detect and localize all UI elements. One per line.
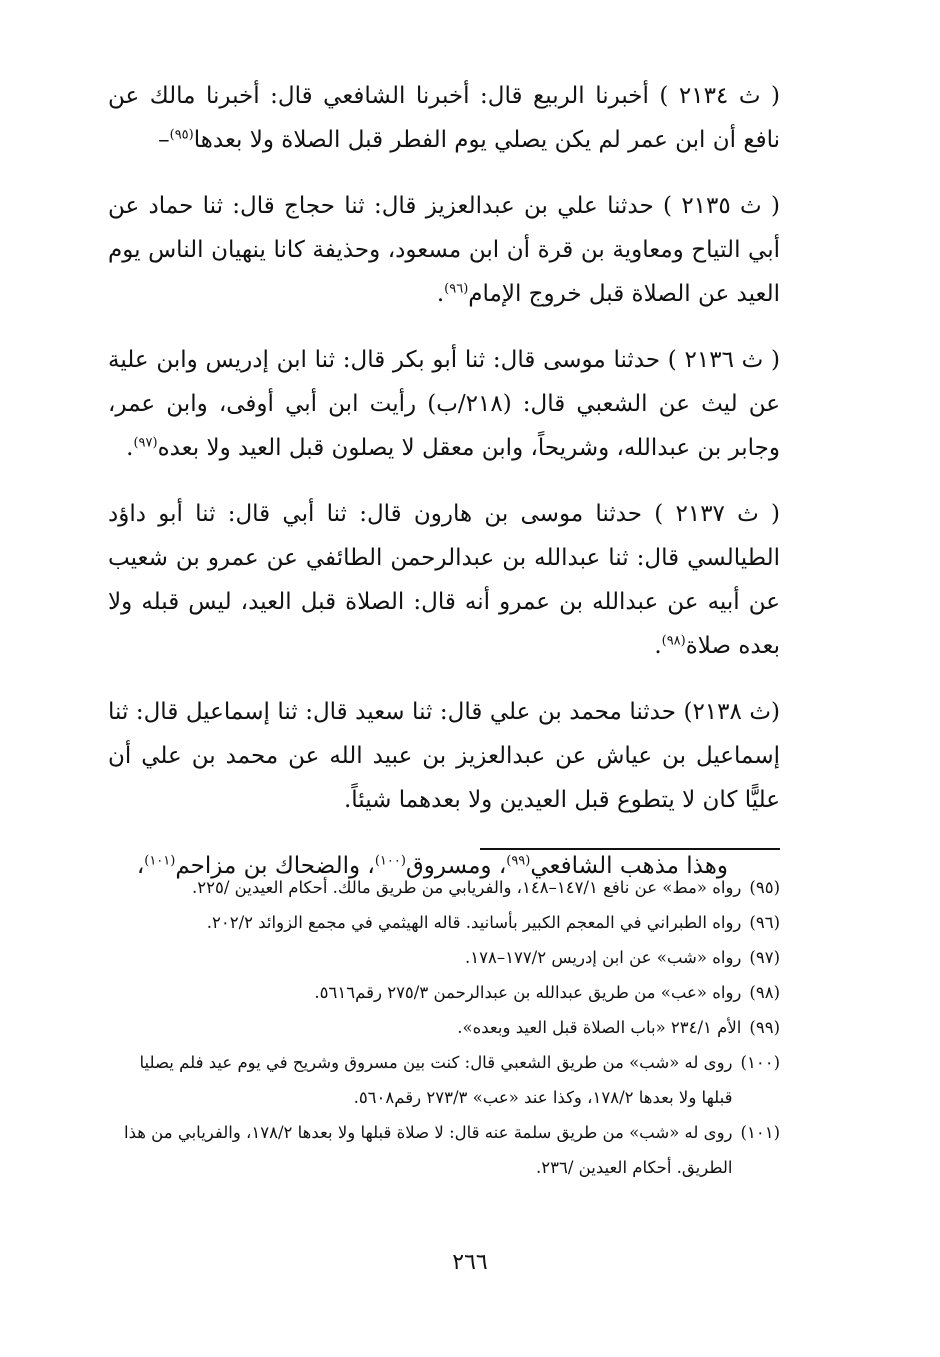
page-number: ٢٦٦ [452,1250,488,1275]
paragraph-text: ( ث ٢١٣٥ ) حدثنا علي بن عبدالعزيز قال: ثنا حجاج قال: ثنا حماد عن أبي التياح ومعاوية بن قرة أن ابن مسعود، وحذيفة كانا ينهيان الناس يوم العيد عن الصلاة قبل خروج الإمام [108,193,780,307]
footnote-text: رواه «عب» من طريق عبدالله بن عبدالرحمن ٢٧٥/٣ رقم٥٦١٦. [314,983,742,1002]
footnote-number: (١٠١) [740,1123,780,1142]
closing-text-3: ، والضحاك بن مزاحم [175,853,375,879]
footnote-text: رواه «شب» عن ابن إدريس ١٧٧/٢–١٧٨. [465,948,742,967]
footnote-number: (٩٥) [749,878,780,897]
footnote-98 [108,975,780,1010]
footnote-ref-96[interactable]: (٩٦) [444,281,469,297]
paragraph-tail: . [436,281,445,307]
paragraph-text: (ث ٢١٣٨) حدثنا محمد بن علي قال: ثنا سعيد قال: ثنا إسماعيل قال: ثنا إسماعيل بن عياش عن عبدالعزيز بن عبيد الله عن محمد بن علي أن عليًّا كان لا يتطوع قبل العيدين ولا بعدهما شيئاً. [108,699,781,813]
main-text [108,74,780,910]
paragraph-2135 [108,184,780,316]
paragraph-tail: – [158,127,170,153]
paragraph-text: ( ث ٢١٣٦ ) حدثنا موسى قال: ثنا أبو بكر قال: ثنا ابن إدريس وابن علية عن ليث عن الشعبي قال: (٢١٨/ب) رأيت ابن أبي أوفى، وابن عمر، وجابر بن عبدالله، وشريحاً، وابن معقل لا يصلون قبل العيد ولا بعده [108,347,781,461]
footnote-text: روى له «شب» من طريق سلمة عنه قال: لا صلاة قبلها ولا بعدها ١٧٨/٢، والفريابي من هذا الطريق. أحكام العيدين /٢٣٦. [123,1123,733,1177]
footnote-ref-100[interactable]: (١٠٠) [374,853,406,869]
footnote-ref-97[interactable]: (٩٧) [133,435,158,451]
paragraph-tail: . [654,633,662,659]
footnote-text: رواه الطبراني في المعجم الكبير بأسانيد. قاله الهيثمي في مجمع الزوائد ٢٠٢/٢. [206,913,742,932]
footnote-number: (٩٦) [749,913,780,932]
footnote-101 [108,1115,780,1185]
paragraph-text: ( ث ٢١٣٤ ) أخبرنا الربيع قال: أخبرنا الشافعي قال: أخبرنا مالك عن نافع أن ابن عمر لم يكن يصلي يوم الفطر قبل الصلاة ولا بعدها [108,83,781,153]
footnote-ref-99[interactable]: (٩٩) [506,853,531,869]
footnote-ref-95[interactable]: (٩٥) [169,127,194,143]
footnote-text: رواه «مط» عن نافع ١٤٧/١–١٤٨، والفريابي من طريق مالك. أحكام العيدين /٢٢٥. [192,878,742,897]
footnotes [108,870,780,1185]
footnote-100 [108,1045,780,1115]
footnote-ref-101[interactable]: (١٠١) [144,853,176,869]
paragraph-tail: . [126,435,134,461]
footnote-97 [108,940,780,975]
footnote-96 [108,905,780,940]
closing-text-1: وهذا مذهب الشافعي [530,853,728,879]
footnote-number: (٩٧) [749,948,780,967]
paragraph-2137 [108,492,780,668]
footnote-number: (٩٩) [749,1018,780,1037]
footnote-99 [108,1010,780,1045]
footnote-text: الأم ٢٣٤/١ «باب الصلاة قبل العيد وبعده». [457,1018,742,1037]
paragraph-text: ( ث ٢١٣٧ ) حدثنا موسى بن هارون قال: ثنا أبي قال: ثنا أبو داؤد الطيالسي قال: ثنا عبدالله بن عبدالرحمن الطائفي عن عمرو بن شعيب عن أبيه عن عبدالله بن عمرو أنه قال: الصلاة قبل العيد، ليس قبله ولا بعده صلاة [108,501,781,659]
closing-text-2: ، ومسروق [405,853,507,879]
paragraph-2134 [108,74,780,162]
footnote-text: روى له «شب» من طريق الشعبي قال: كنت بين مسروق وشريح في يوم عيد فلم يصليا قبلها ولا بعدها ١٧٨/٢، وكذا عند «عب» ٢٧٣/٣ رقم٥٦٠٨. [139,1053,733,1107]
footnote-ref-98[interactable]: (٩٨) [661,633,686,649]
footnote-number: (٩٨) [749,983,780,1002]
footnote-divider [480,848,780,850]
closing-text-4: ، [136,853,145,879]
footnote-95 [108,870,780,905]
paragraph-2138 [108,690,780,822]
footnote-number: (١٠٠) [740,1053,780,1072]
paragraph-2136 [108,338,780,470]
